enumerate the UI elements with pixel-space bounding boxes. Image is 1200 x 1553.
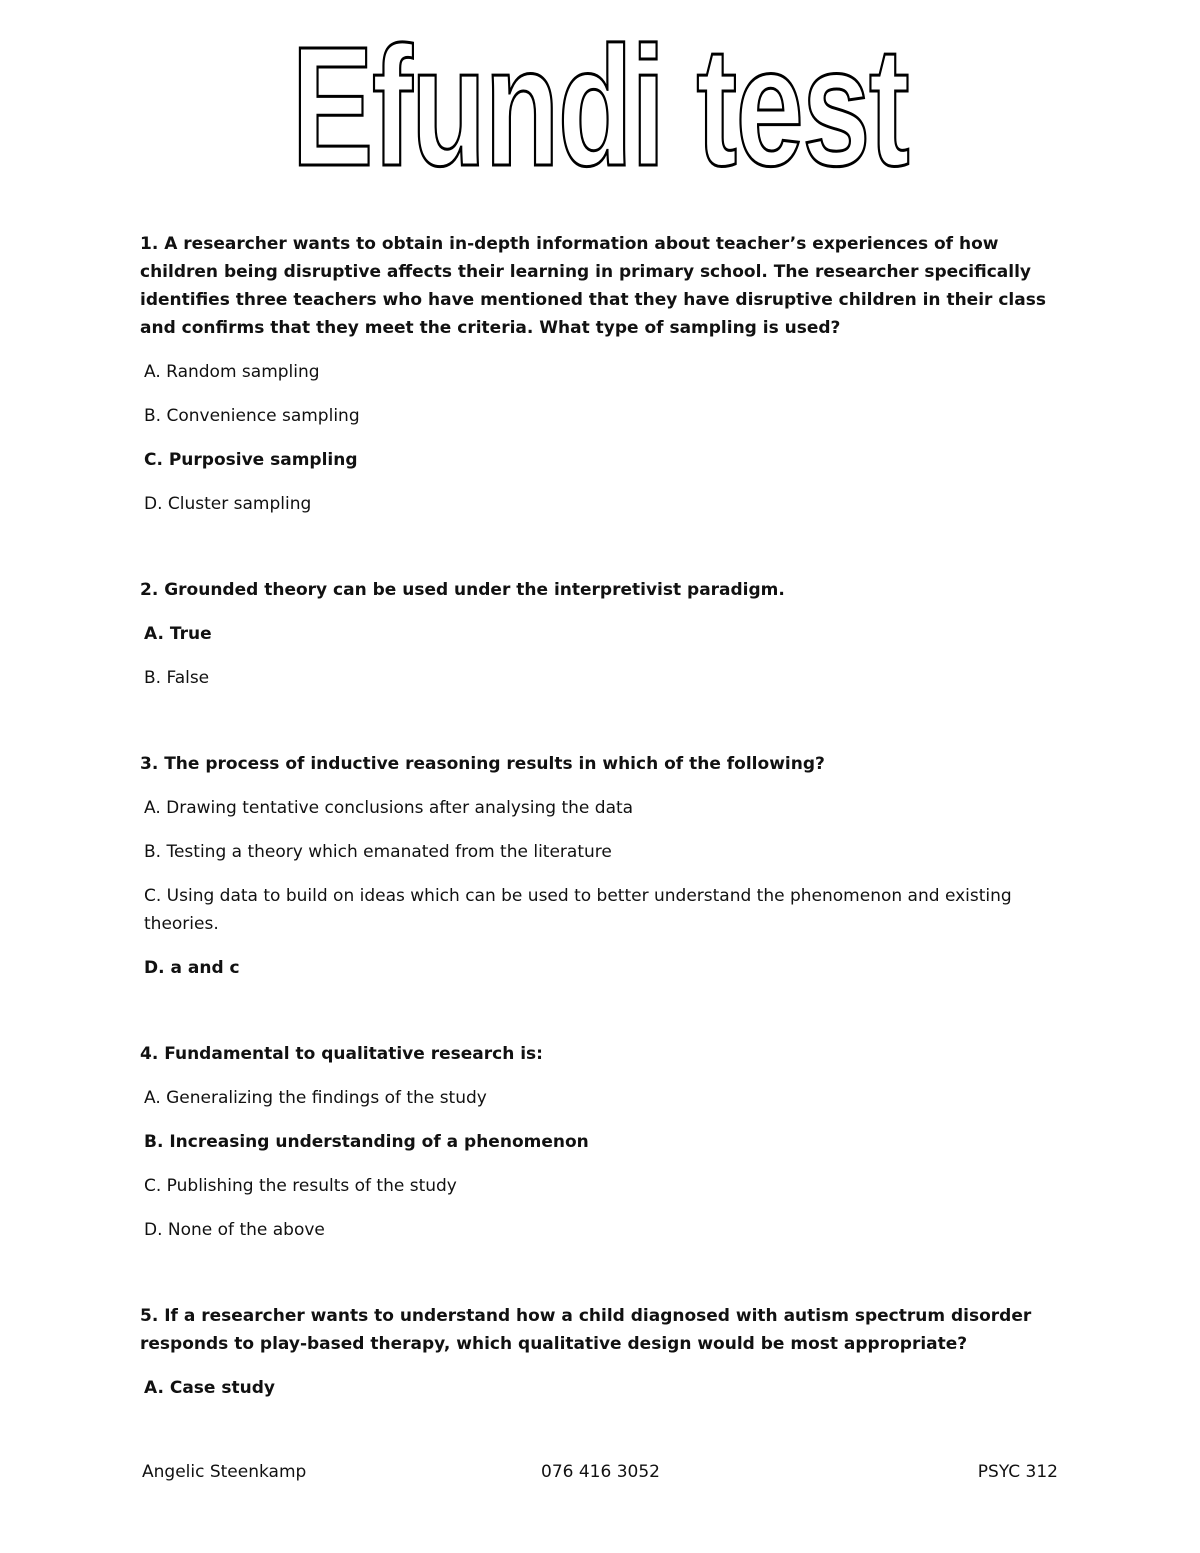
answer-option-highlighted: B. Increasing understanding of a phenomenon: [144, 1132, 589, 1152]
page-title: Efundi test: [291, 12, 909, 202]
answer-option: A. Random sampling: [144, 362, 320, 382]
question-text: 5. If a researcher wants to understand how a child diagnosed with autism spectrum disorder responds to play-based therapy, which qualitative design would be most appropriate?: [140, 1306, 1032, 1354]
answer-option: A. Generalizing the findings of the study: [144, 1088, 487, 1108]
question-text: 3. The process of inductive reasoning results in which of the following?: [140, 754, 825, 774]
question-text: 1. A researcher wants to obtain in-depth information about teacher’s experiences of how children being disruptive affects their learning in primary school. The researcher specifically identifies three teachers who have mentioned that they have disruptive children in their class and confirms that they meet the criteria. What type of sampling is used?: [140, 234, 1046, 338]
question-1: [140, 230, 1060, 518]
question-3: [140, 750, 1060, 982]
question-text: 4. Fundamental to qualitative research is:: [140, 1044, 543, 1064]
answer-option: B. False: [144, 668, 210, 688]
question-text: 2. Grounded theory can be used under the interpretivist paradigm.: [140, 580, 785, 600]
question-list: [140, 230, 1060, 1418]
answer-option-highlighted: A. Case study: [144, 1378, 275, 1398]
answer-option-highlighted: A. True: [144, 624, 212, 644]
footer-author: Angelic Steenkamp: [142, 1462, 307, 1482]
answer-option: D. Cluster sampling: [144, 494, 312, 514]
page-footer: [142, 1458, 1058, 1486]
question-5: [140, 1302, 1060, 1402]
question-2: [140, 576, 1060, 692]
answer-option: D. None of the above: [144, 1220, 325, 1240]
answer-option: C. Using data to build on ideas which can be used to better understand the phenomenon and existing theories.: [144, 886, 1012, 934]
answer-option-highlighted: D. a and c: [144, 958, 240, 978]
answer-option: A. Drawing tentative conclusions after analysing the data: [144, 798, 634, 818]
answer-option-highlighted: C. Purposive sampling: [144, 450, 358, 470]
question-4: [140, 1040, 1060, 1244]
footer-course-code: PSYC 312: [977, 1462, 1058, 1482]
footer-phone: 076 416 3052: [541, 1462, 660, 1482]
answer-option: C. Publishing the results of the study: [144, 1176, 457, 1196]
answer-option: B. Convenience sampling: [144, 406, 360, 426]
answer-option: B. Testing a theory which emanated from the literature: [144, 842, 612, 862]
